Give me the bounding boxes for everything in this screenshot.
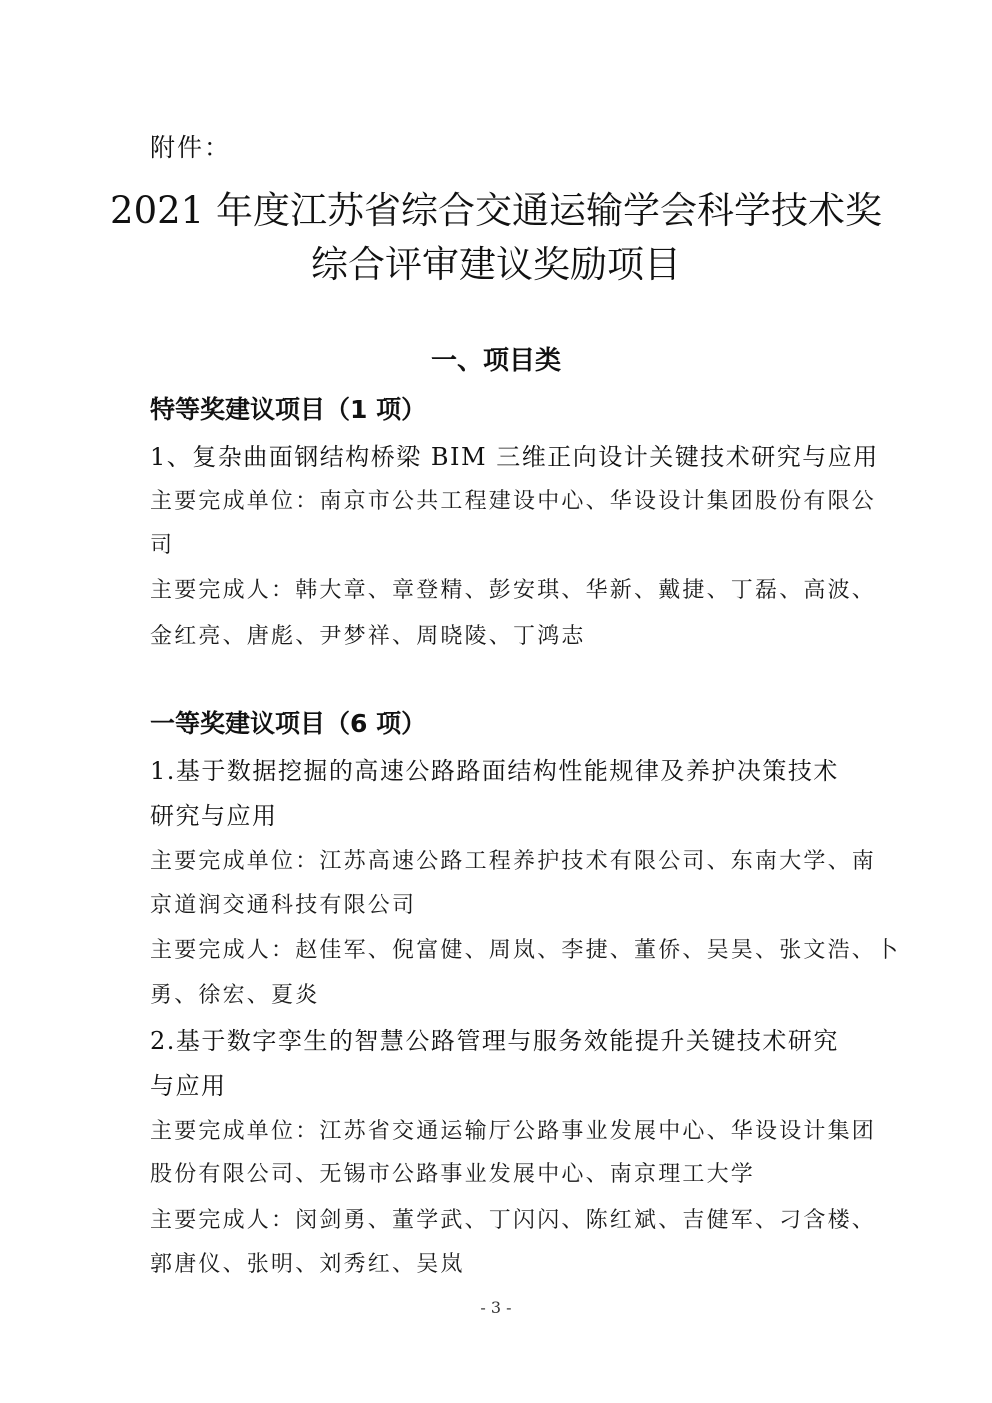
first-project1-title-line1: 1.基于数据挖掘的高速公路路面结构性能规律及养护决策技术 — [150, 757, 839, 785]
first-project1-units-line2: 京道润交通科技有限公司 — [150, 893, 417, 918]
first-project2-units-line2: 股份有限公司、无锡市公路事业发展中心、南京理工大学 — [150, 1162, 756, 1187]
attachment-label: 附件： — [150, 133, 232, 162]
page-number: - 3 - — [480, 1298, 512, 1317]
first-project2-units-line1: 主要完成单位：江苏省交通运输厅公路事业发展中心、华设设计集团 — [150, 1119, 877, 1144]
document-title-line2: 综合评审建议奖励项目 — [311, 243, 681, 286]
special-prize-heading: 特等奖建议项目（1 项） — [150, 395, 427, 424]
special-project1-units-line2: 司 — [150, 533, 175, 558]
first-project1-persons-line1: 主要完成人：赵佳军、倪富健、周岚、李捷、董侨、吴昊、张文浩、卜 — [150, 938, 901, 963]
document-title-line1: 2021 年度江苏省综合交通运输学会科学技术奖 — [110, 189, 882, 232]
section-heading: 一、项目类 — [430, 346, 561, 376]
special-project1-persons-line2: 金红亮、唐彪、尹梦祥、周晓陵、丁鸿志 — [150, 624, 586, 649]
first-project2-title-line2: 与应用 — [150, 1072, 227, 1100]
first-project2-persons-line1: 主要完成人：闵剑勇、董学武、丁闪闪、陈红斌、吉健军、刁含楼、 — [150, 1208, 877, 1233]
first-prize-heading: 一等奖建议项目（6 项） — [150, 709, 427, 738]
first-project2-persons-line2: 郭唐仪、张明、刘秀红、吴岚 — [150, 1252, 465, 1277]
special-project1-units-line1: 主要完成单位：南京市公共工程建设中心、华设设计集团股份有限公 — [150, 489, 877, 514]
first-project2-title-line1: 2.基于数字孪生的智慧公路管理与服务效能提升关键技术研究 — [150, 1027, 839, 1055]
special-project1-persons-line1: 主要完成人：韩大章、章登精、彭安琪、华新、戴捷、丁磊、高波、 — [150, 578, 877, 603]
special-project1-title: 1、复杂曲面钢结构桥梁 BIM 三维正向设计关键技术研究与应用 — [150, 443, 879, 471]
first-project1-persons-line2: 勇、徐宏、夏炎 — [150, 983, 320, 1008]
first-project1-units-line1: 主要完成单位：江苏高速公路工程养护技术有限公司、东南大学、南 — [150, 849, 877, 874]
first-project1-title-line2: 研究与应用 — [150, 802, 278, 830]
